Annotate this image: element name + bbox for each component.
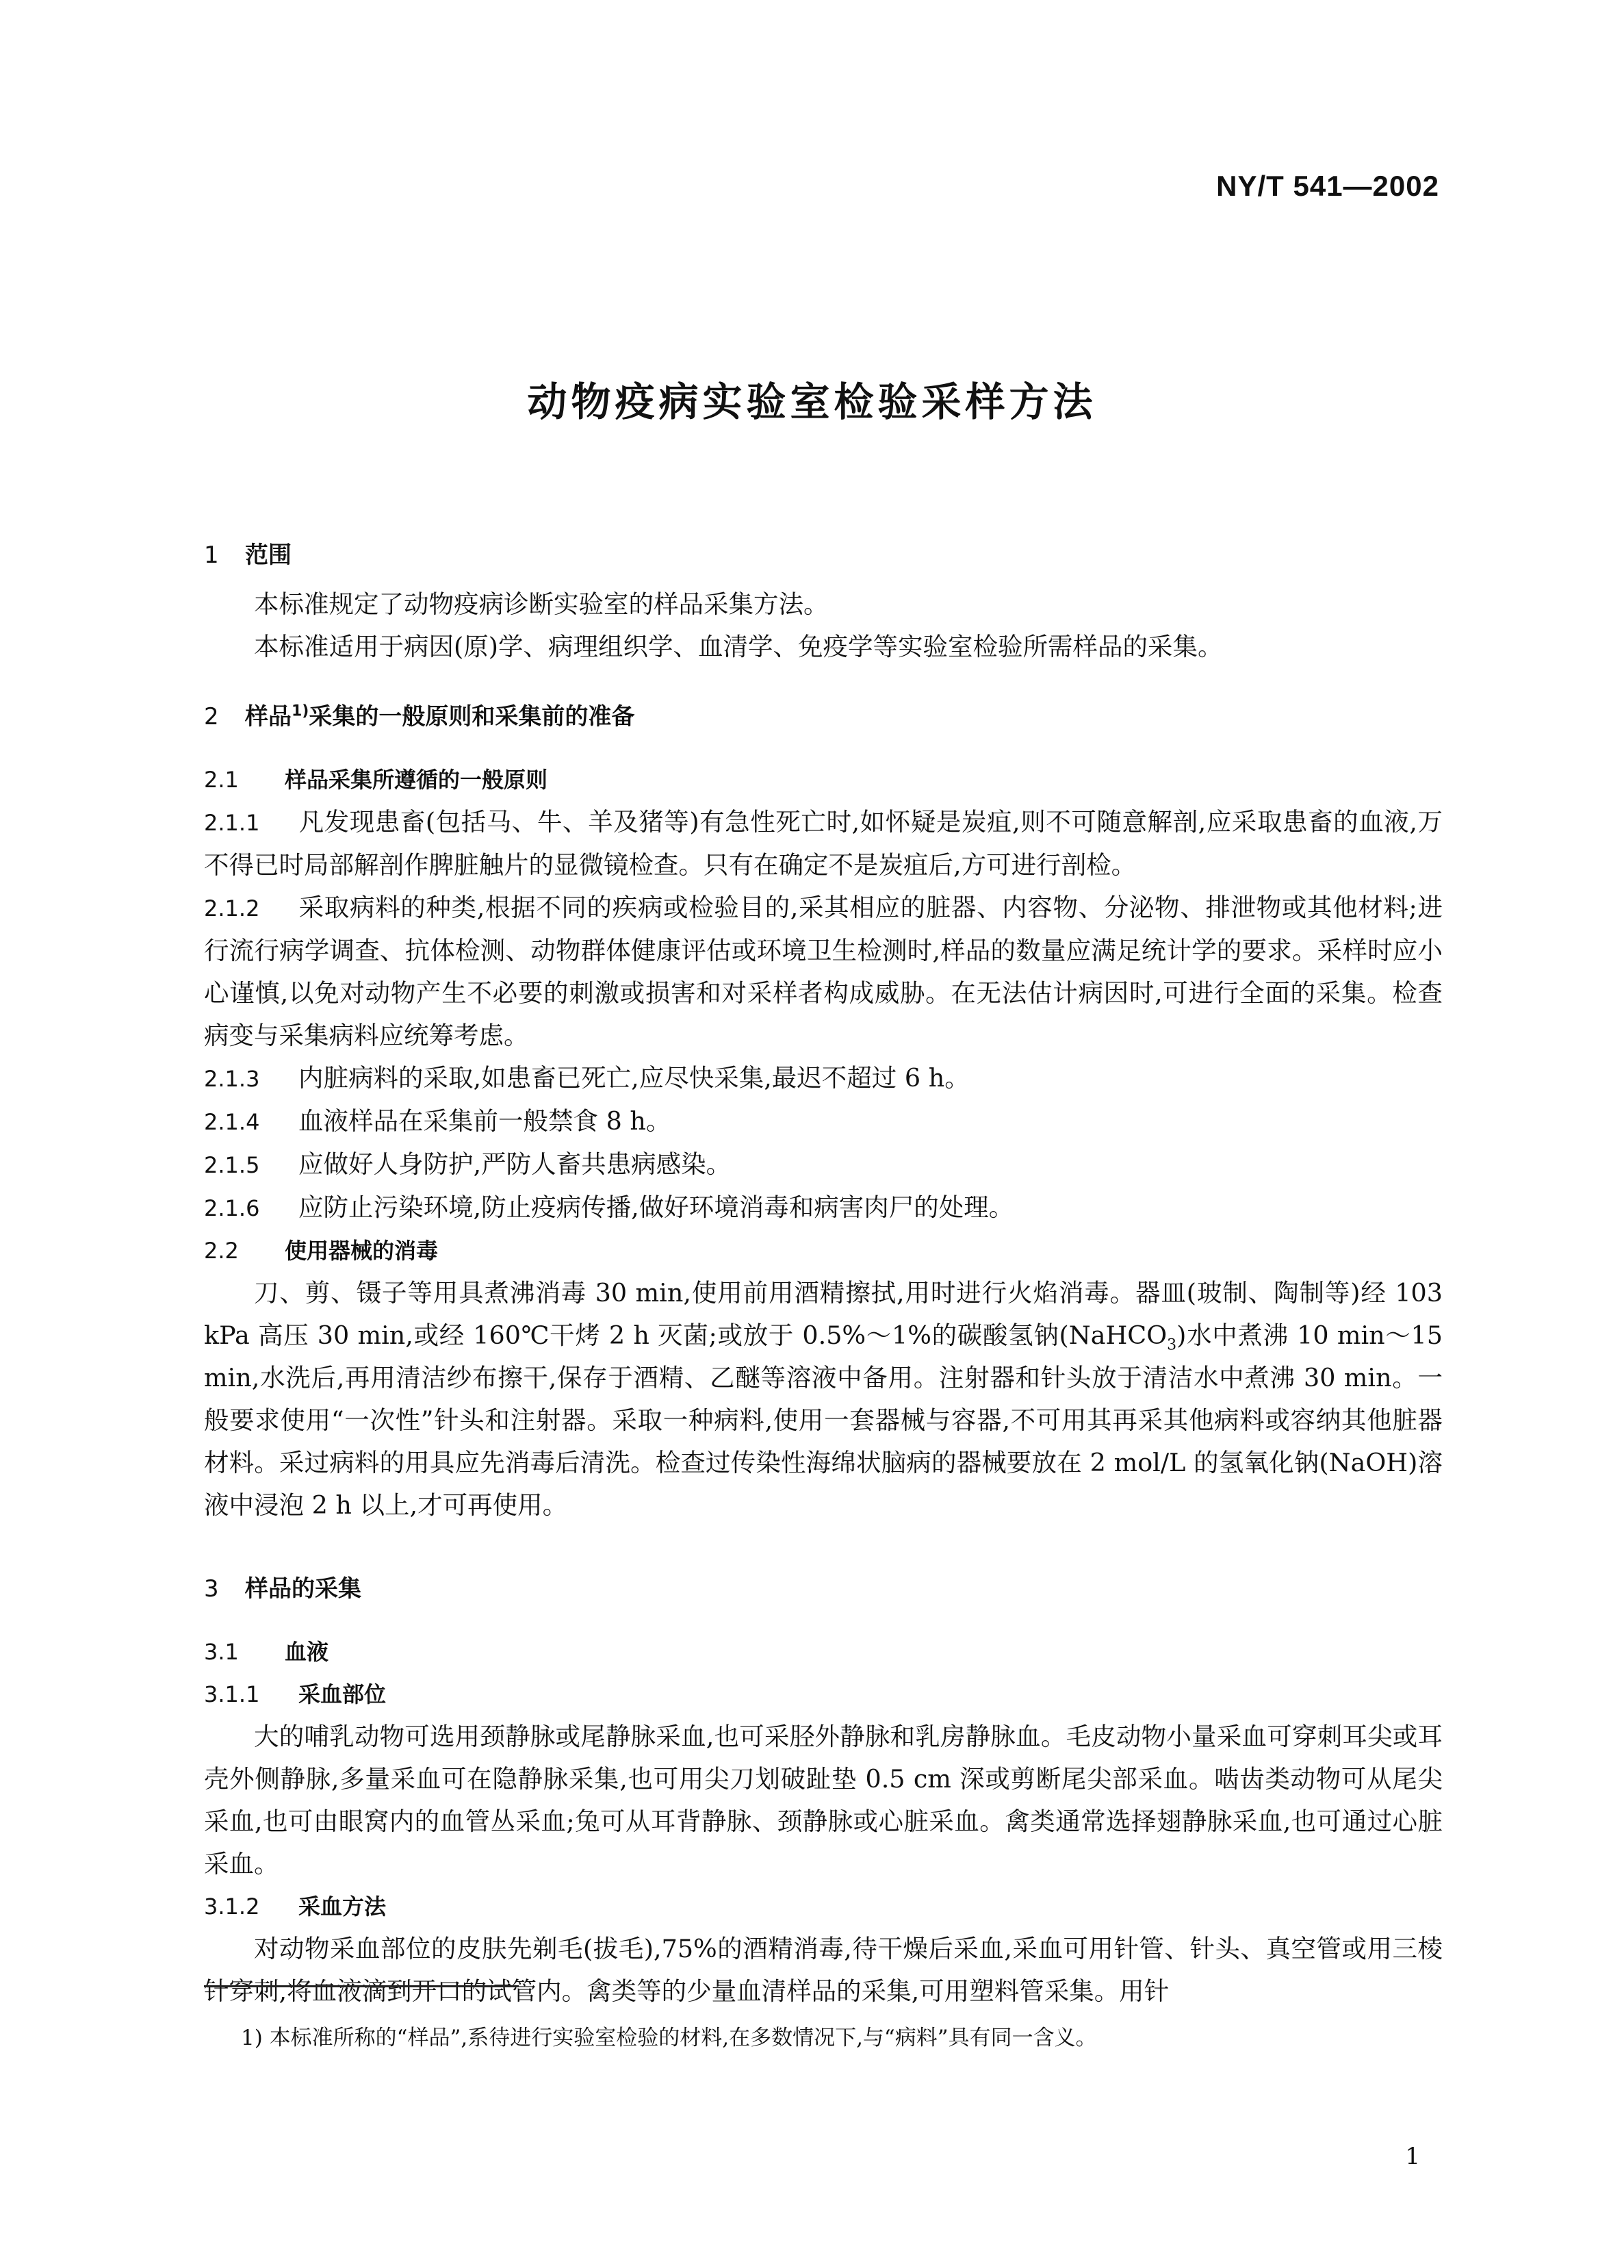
section-title: 范围 bbox=[245, 541, 292, 569]
document-title: 动物疫病实验室检验采样方法 bbox=[527, 379, 1097, 425]
subsection-number: 3.1.1 bbox=[204, 1681, 260, 1707]
paragraph: 本标准规定了动物疫病诊断实验室的样品采集方法。 bbox=[254, 589, 829, 619]
section-2-heading bbox=[204, 696, 1443, 738]
clause-text: 内脏病料的采取,如患畜已死亡,应尽快采集,最迟不超过 6 h。 bbox=[298, 1063, 970, 1093]
standard-code: NY/T 541—2002 bbox=[1216, 170, 1439, 202]
clause-2-1-3 bbox=[204, 1057, 1443, 1100]
document-body bbox=[204, 520, 1443, 2013]
paragraph: 本标准适用于病因(原)学、病理组织学、血清学、免疫学等实验室检验所需样品的采集。 bbox=[254, 632, 1223, 661]
clause-2-1-5 bbox=[204, 1143, 1443, 1186]
clause-number: 2.1.4 bbox=[204, 1109, 260, 1135]
paragraph-3-1-1: 大的哺乳动物可选用颈静脉或尾静脉采血,也可采胫外静脉和乳房静脉血。毛皮动物小量采血可穿刺耳尖或耳壳外侧静脉,多量采血可在隐静脉采集,也可用尖刀划破趾垫 0.5 cm 深或剪断尾尖部采血。啮齿类动物可从尾尖采血,也可由眼窝内的血管丛采血;兔可从耳背静脉、颈静脉或心脏采血。禽类通常选择翅静脉采血,也可通过心脏采血。 bbox=[204, 1722, 1443, 1878]
subsection-3-1-1-heading bbox=[204, 1673, 1443, 1716]
subsection-number: 3.1 bbox=[204, 1639, 239, 1665]
paragraph-2-2 bbox=[204, 1272, 1443, 1527]
subsection-title: 使用器械的消毒 bbox=[285, 1238, 439, 1264]
clause-text: 凡发现患畜(包括马、牛、羊及猪等)有急性死亡时,如怀疑是炭疽,则不可随意解剖,应采取患畜的血液,万不得已时局部解剖作脾脏触片的显微镜检查。只有在确定不是炭疽后,方可进行剖检。 bbox=[204, 807, 1443, 880]
clause-text: 血液样品在采集前一般禁食 8 h。 bbox=[298, 1106, 671, 1136]
subsection-title: 采血方法 bbox=[298, 1894, 387, 1920]
subsection-3-1-2-heading bbox=[204, 1885, 1443, 1928]
subsection-number: 3.1.2 bbox=[204, 1894, 260, 1920]
subscript: 3 bbox=[1167, 1336, 1177, 1354]
clause-text: 应防止污染环境,防止疫病传播,做好环境消毒和病害肉尸的处理。 bbox=[298, 1193, 1014, 1222]
clause-text: 应做好人身防护,严防人畜共患病感染。 bbox=[298, 1149, 732, 1179]
subsection-number: 2.2 bbox=[204, 1238, 239, 1264]
subsection-title: 样品采集所遵循的一般原则 bbox=[285, 767, 548, 793]
footnote-divider bbox=[204, 1985, 519, 1987]
clause-number: 2.1.2 bbox=[204, 895, 260, 921]
paragraph-3-1-2: 对动物采血部位的皮肤先剃毛(拔毛),75%的酒精消毒,待干燥后采血,采血可用针管、针头、真空管或用三棱针穿刺,将血液滴到开口的试管内。禽类等的少量血清样品的采集,可用塑料管采集。用针 bbox=[204, 1934, 1443, 2006]
text-part: 刀、剪、镊子等用具煮沸消毒 30 min,使用前用酒精擦拭,用时进行火焰消毒。器皿(玻制、陶制等)经 103 kPa 高压 30 min,或经 160℃干烤 2 h 灭菌;或放于 0.5%～1%的碳酸氢钠(NaHCO bbox=[204, 1278, 1443, 1350]
text-part: )水中煮沸 10 min～15 min,水洗后,再用清洁纱布擦干,保存于酒精、乙醚等溶液中备用。注射器和针头放于清洁水中煮沸 30 min。一般要求使用“一次性”针头和注射器。采取一种病料,使用一套器械与容器,不可用其再采其他病料或容纳其他脏器材料。采过病料的用具应先消毒后清洗。检查过传染性海绵状脑病的器械要放在 2 mol/L 的氢氧化钠(NaOH)溶液中浸泡 2 h 以上,才可再使用。 bbox=[204, 1321, 1443, 1520]
clause-2-1-2 bbox=[204, 887, 1443, 1057]
clause-number: 2.1.3 bbox=[204, 1066, 260, 1092]
section-number: 2 bbox=[204, 703, 219, 730]
footnote: 1) 本标准所称的“样品”,系待进行实验室检验的材料,在多数情况下,与“病料”具有同一含义。 bbox=[241, 2026, 1097, 2050]
subsection-2-1-heading bbox=[204, 759, 1443, 801]
subsection-number: 2.1 bbox=[204, 767, 239, 793]
section-title-pre: 样品 bbox=[245, 703, 292, 730]
clause-2-1-1 bbox=[204, 801, 1443, 887]
section-1-heading bbox=[204, 534, 1443, 576]
clause-2-1-4 bbox=[204, 1100, 1443, 1143]
footnote-marker: 1) bbox=[292, 702, 309, 720]
section-number: 3 bbox=[204, 1575, 219, 1603]
subsection-3-1-heading bbox=[204, 1631, 1443, 1673]
section-title-post: 采集的一般原则和采集前的准备 bbox=[309, 703, 635, 730]
section-number: 1 bbox=[204, 541, 219, 569]
clause-number: 2.1.1 bbox=[204, 810, 260, 836]
page-number: 1 bbox=[1405, 2143, 1420, 2170]
clause-text: 采取病料的种类,根据不同的疾病或检验目的,采其相应的脏器、内容物、分泌物、排泄物或其他材料;进行流行病学调查、抗体检测、动物群体健康评估或环境卫生检测时,样品的数量应满足统计学的要求。采样时应小心谨慎,以免对动物产生不必要的刺激或损害和对采样者构成威胁。在无法估计病因时,可进行全面的采集。检查病变与采集病料应统筹考虑。 bbox=[204, 893, 1443, 1050]
clause-number: 2.1.5 bbox=[204, 1152, 260, 1178]
section-3-heading bbox=[204, 1568, 1443, 1610]
subsection-title: 采血部位 bbox=[298, 1681, 387, 1707]
clause-2-1-6 bbox=[204, 1186, 1443, 1229]
section-title: 样品的采集 bbox=[245, 1575, 361, 1603]
clause-number: 2.1.6 bbox=[204, 1195, 260, 1221]
subsection-2-2-heading bbox=[204, 1229, 1443, 1272]
subsection-title: 血液 bbox=[285, 1639, 329, 1665]
